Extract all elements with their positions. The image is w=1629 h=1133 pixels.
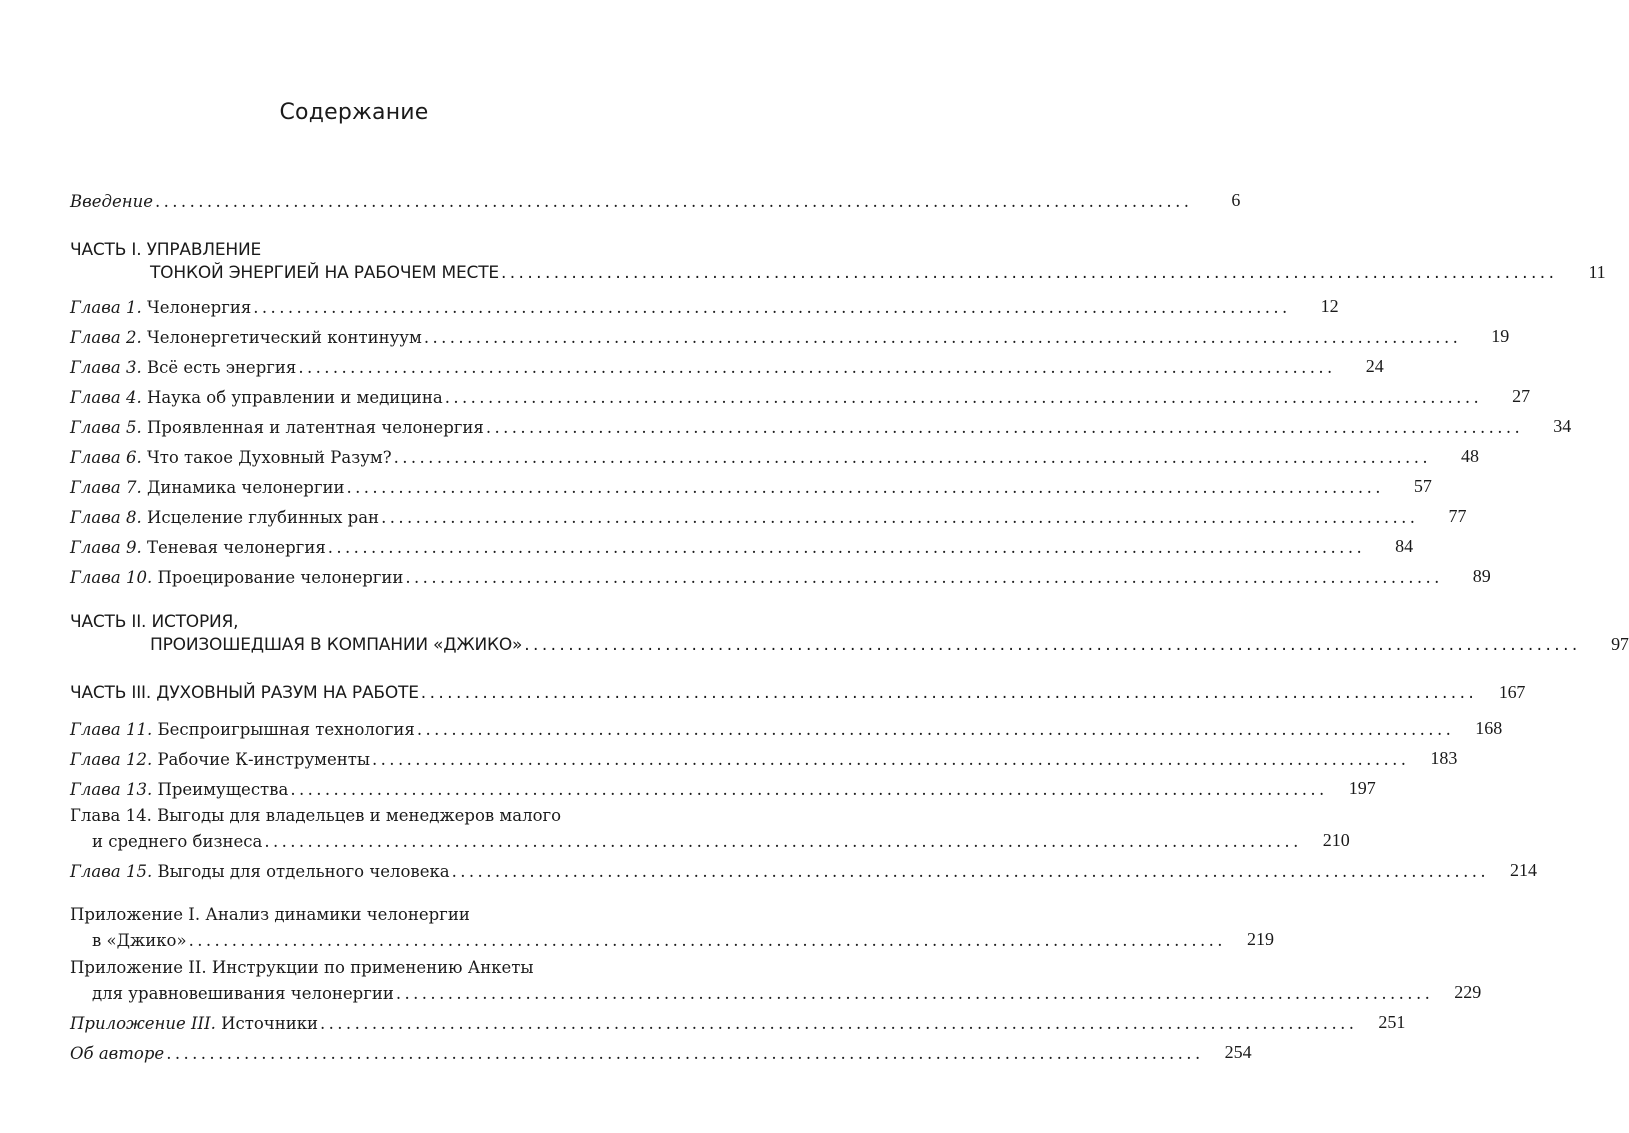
chapter-number: Глава 7. <box>70 478 142 497</box>
chapter-title: Наука об управлении и медицина <box>146 388 443 407</box>
page-number: 57 <box>1413 476 1432 496</box>
toc-entry-chapter[interactable] <box>70 356 1384 377</box>
appendix-title-continued: для уравновешивания челонергии <box>92 984 394 1003</box>
toc-entry-chapter[interactable] <box>70 536 1414 557</box>
dot-leader: ........................................................................................................................ <box>264 832 1302 851</box>
toc-entry-about[interactable] <box>70 1042 1252 1063</box>
page-number: 251 <box>1378 1012 1406 1032</box>
page-number: 183 <box>1430 748 1458 768</box>
page-number: 219 <box>1246 929 1274 949</box>
chapter-number: Глава 3. <box>70 358 142 377</box>
appendix-title-continued: в «Джико» <box>92 931 187 950</box>
page-number: 11 <box>1588 262 1606 282</box>
page-number: 6 <box>1231 190 1241 210</box>
chapter-number: Глава 6. <box>70 448 142 467</box>
appendix-number: Приложение II. <box>70 958 207 977</box>
dot-leader: ........................................................................................................................ <box>327 538 1366 557</box>
dot-leader: ........................................................................................................................ <box>320 1014 1358 1033</box>
chapter-number: Глава 10. <box>70 568 153 587</box>
dot-leader: ........................................................................................................................ <box>290 780 1328 799</box>
toc-entry-label: ЧАСТЬ III. ДУХОВНЫЙ РАЗУМ НА РАБОТЕ <box>70 683 419 703</box>
chapter-title-continued: и среднего бизнеса <box>92 832 263 851</box>
toc-entry-chapter[interactable] <box>70 778 1376 799</box>
chapter-title: Проецирование челонергии <box>157 568 404 587</box>
chapter-title: Выгоды для владельцев и менеджеров малого <box>157 806 562 825</box>
toc-entry-chapter[interactable] <box>70 326 1510 347</box>
toc-entry-chapter[interactable] <box>70 416 1572 437</box>
toc-entry-part-2[interactable] <box>70 634 1629 655</box>
dot-leader: ........................................................................................................................ <box>166 1044 1204 1063</box>
page-number: 34 <box>1553 416 1572 436</box>
page-number: 19 <box>1491 326 1510 346</box>
toc-entry-part-1[interactable] <box>70 262 1606 283</box>
page-number: 89 <box>1472 566 1491 586</box>
page-number: 77 <box>1448 506 1467 526</box>
chapter-number: Глава 13. <box>70 780 153 799</box>
dot-leader: ........................................................................................................................ <box>524 635 1581 655</box>
chapter-title: Что такое Духовный Разум? <box>146 448 392 467</box>
page-number: 84 <box>1395 536 1414 556</box>
page-number: 197 <box>1348 778 1376 798</box>
toc-entry-chapter[interactable] <box>70 566 1491 587</box>
chapter-title: Выгоды для отдельного человека <box>157 862 450 881</box>
chapter-number: Глава 1. <box>70 298 142 317</box>
page-number: 27 <box>1512 386 1531 406</box>
chapter-title: Теневая челонергия <box>146 538 326 557</box>
dot-leader: ........................................................................................................................ <box>420 683 1478 703</box>
chapter-title: Всё есть энергия <box>146 358 297 377</box>
chapter-title: Челонергия <box>146 298 252 317</box>
chapter-title: Рабочие К-инструменты <box>157 750 371 769</box>
dot-leader: ........................................................................................................................ <box>393 448 1431 467</box>
toc-entry-label: Об авторе <box>70 1044 165 1063</box>
toc-entry-appendix[interactable] <box>70 1012 1406 1033</box>
toc-entry-appendix[interactable] <box>70 982 1482 1003</box>
toc-entry-part-3[interactable] <box>70 682 1526 703</box>
toc-entry-chapter[interactable] <box>70 476 1432 497</box>
toc-entry-label: ПРОИЗОШЕДШАЯ В КОМПАНИИ «ДЖИКО» <box>150 635 523 655</box>
dot-leader: ........................................................................................................................ <box>395 984 1434 1003</box>
toc-entry-intro[interactable] <box>70 190 1241 211</box>
dot-leader: ........................................................................................................................ <box>154 192 1193 211</box>
toc-entry-chapter[interactable] <box>70 446 1479 467</box>
page-number: 229 <box>1454 982 1482 1002</box>
dot-leader: ........................................................................................................................ <box>298 358 1336 377</box>
page-number: 24 <box>1365 356 1384 376</box>
part-heading-line: ЧАСТЬ I. УПРАВЛЕНИЕ <box>70 240 262 260</box>
toc-entry-label: ТОНКОЙ ЭНЕРГИЕЙ НА РАБОЧЕМ МЕСТЕ <box>150 263 499 283</box>
chapter-title: Беспроигрышная технология <box>157 720 415 739</box>
page-title: Содержание <box>279 100 429 125</box>
page-number: 48 <box>1460 446 1479 466</box>
appendix-title: Анализ динамики челонергии <box>205 905 470 924</box>
toc-entry-label: Введение <box>70 192 153 211</box>
chapter-number: Глава 11. <box>70 720 153 739</box>
page-number: 12 <box>1320 296 1339 316</box>
dot-leader: ........................................................................................................................ <box>423 328 1462 347</box>
toc-entry-appendix-line[interactable] <box>70 905 470 924</box>
dot-leader: ........................................................................................................................ <box>500 263 1558 283</box>
dot-leader: ........................................................................................................................ <box>381 508 1419 527</box>
chapter-number: Глава 8. <box>70 508 142 527</box>
dot-leader: ........................................................................................................................ <box>485 418 1524 437</box>
toc-entry-chapter[interactable] <box>70 860 1538 881</box>
toc-entry-appendix-line[interactable] <box>70 958 534 977</box>
chapter-title: Проявленная и латентная челонергия <box>146 418 484 437</box>
chapter-title: Динамика челонергии <box>146 478 345 497</box>
dot-leader: ........................................................................................................................ <box>451 862 1490 881</box>
chapter-title: Челонергетический континуум <box>146 328 422 347</box>
page-number: 254 <box>1224 1042 1252 1062</box>
toc-entry-chapter-line[interactable] <box>70 806 561 825</box>
chapter-number: Глава 4. <box>70 388 142 407</box>
part-heading-line: ЧАСТЬ II. ИСТОРИЯ, <box>70 612 239 632</box>
toc-entry-chapter[interactable] <box>70 830 1350 851</box>
toc-entry-chapter[interactable] <box>70 718 1503 739</box>
toc-entry-chapter[interactable] <box>70 386 1531 407</box>
appendix-number: Приложение I. <box>70 905 201 924</box>
appendix-title: Инструкции по применению Анкеты <box>211 958 534 977</box>
page-number: 168 <box>1475 718 1503 738</box>
dot-leader: ........................................................................................................................ <box>346 478 1384 497</box>
chapter-number: Глава 15. <box>70 862 153 881</box>
chapter-title: Преимущества <box>157 780 289 799</box>
page-number: 210 <box>1322 830 1350 850</box>
toc-entry-chapter[interactable] <box>70 506 1467 527</box>
chapter-number: Глава 2. <box>70 328 142 347</box>
page-number: 97 <box>1611 634 1629 654</box>
toc-entry-chapter[interactable] <box>70 296 1339 317</box>
dot-leader: ........................................................................................................................ <box>372 750 1410 769</box>
dot-leader: ........................................................................................................................ <box>188 931 1226 950</box>
dot-leader: ........................................................................................................................ <box>444 388 1483 407</box>
toc-entry-chapter[interactable] <box>70 748 1458 769</box>
dot-leader: ........................................................................................................................ <box>253 298 1291 317</box>
chapter-number: Глава 14. <box>70 806 152 825</box>
chapter-number: Глава 12. <box>70 750 153 769</box>
dot-leader: ........................................................................................................................ <box>416 720 1455 739</box>
page-number: 214 <box>1510 860 1538 880</box>
appendix-number: Приложение III. <box>70 1014 216 1033</box>
toc-entry-appendix[interactable] <box>70 929 1274 950</box>
page-number: 167 <box>1498 682 1526 702</box>
dot-leader: ........................................................................................................................ <box>405 568 1443 587</box>
chapter-number: Глава 9. <box>70 538 142 557</box>
chapter-title: Исцеление глубинных ран <box>146 508 380 527</box>
chapter-number: Глава 5. <box>70 418 142 437</box>
appendix-title: Источники <box>221 1014 318 1033</box>
